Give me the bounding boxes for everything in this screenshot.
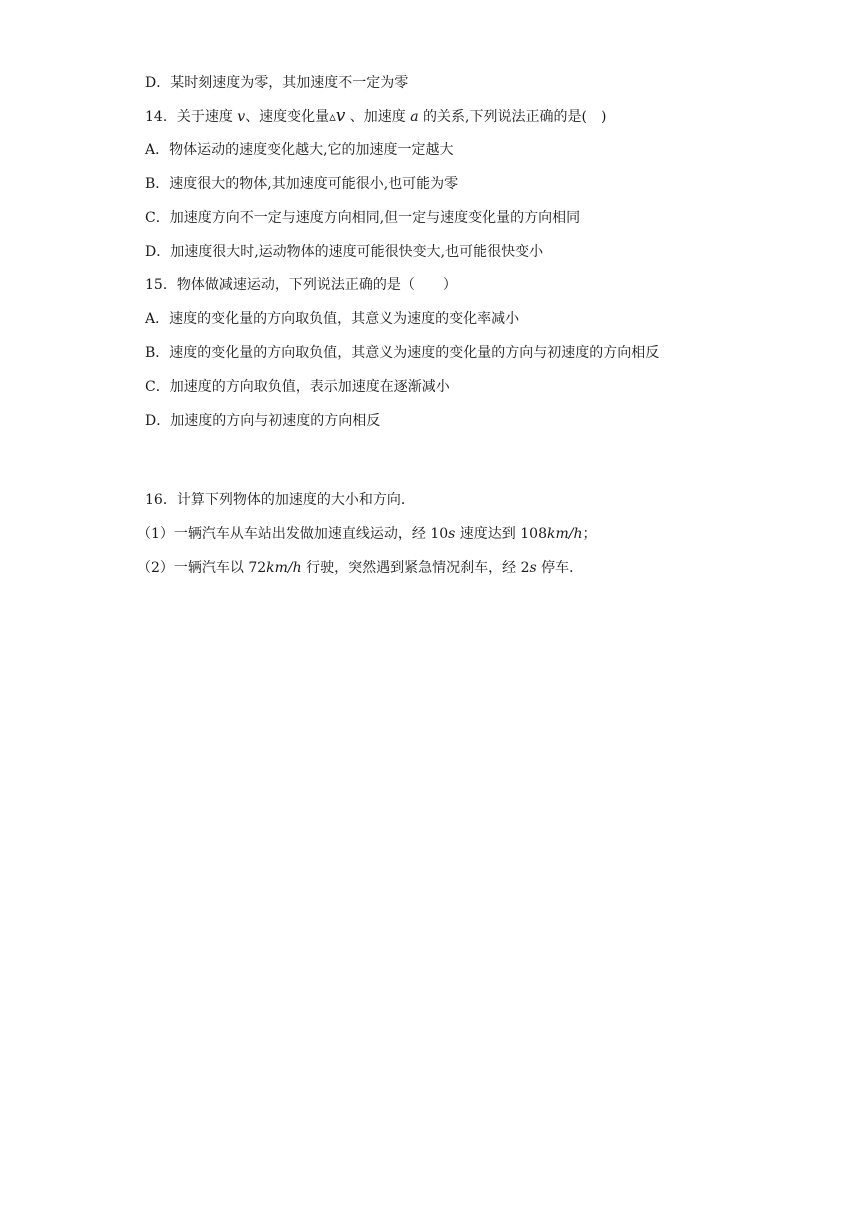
q14-stem-post: 的关系,下列说法正确的是( ) xyxy=(418,109,607,125)
q16-part-2 xyxy=(137,558,583,578)
q13-option-d: D．某时刻速度为零，其加速度不一定为零 xyxy=(145,75,409,91)
q16-p2-mid: 行驶，突然遇到紧急情况刹车，经 2 xyxy=(301,560,530,576)
q16-p1-post: ； xyxy=(582,526,597,542)
q14-option-a: A．物体运动的速度变化越大,它的加速度一定越大 xyxy=(145,142,454,158)
q14-var-a: a xyxy=(410,109,419,125)
q14-option-b: B．速度很大的物体,其加速度可能很小,也可能为零 xyxy=(145,176,459,192)
q14-stem xyxy=(145,106,606,128)
q14-stem-mid2: 、加速度 xyxy=(345,109,411,125)
q15-stem: 15．物体做减速运动，下列说法正确的是（ ） xyxy=(145,277,457,293)
q16-part-1 xyxy=(137,524,596,544)
q16-p2-pre: （2）一辆汽车以 72 xyxy=(137,560,267,576)
q16-stem: 16．计算下列物体的加速度的大小和方向． xyxy=(145,492,415,508)
q16-p1-mid: 速度达到 108 xyxy=(455,526,547,542)
q14-option-d: D．加速度很大时,运动物体的速度可能很快变大,也可能很快变小 xyxy=(145,244,544,260)
q15-option-d: D．加速度的方向与初速度的方向相反 xyxy=(145,413,381,429)
q16-p2-s: s xyxy=(529,560,537,576)
q16-p1-pre: （1）一辆汽车从车站出发做加速直线运动，经 10 xyxy=(137,526,449,542)
q14-stem-pre: 14．关于速度 xyxy=(145,109,238,125)
q16-p1-s: s xyxy=(448,526,456,542)
q14-stem-mid1: 、速度变化量 xyxy=(245,109,330,125)
q16-p1-unit: km/h xyxy=(546,526,583,542)
q14-option-c: C．加速度方向不一定与速度方向相同,但一定与速度变化量的方向相同 xyxy=(145,210,581,226)
q14-var-v2: v xyxy=(335,106,346,126)
delta-symbol: ▵ xyxy=(329,110,336,125)
q15-option-a: A．速度的变化量的方向取负值，其意义为速度的变化率减小 xyxy=(145,311,520,327)
q15-option-b: B．速度的变化量的方向取负值，其意义为速度的变化量的方向与初速度的方向相反 xyxy=(145,345,660,361)
q16-p2-unit: km/h xyxy=(266,560,302,576)
q15-option-c: C．加速度的方向取负值，表示加速度在逐渐减小 xyxy=(145,379,450,395)
q14-var-v: v xyxy=(237,109,246,125)
q16-p2-post: 停车． xyxy=(536,560,584,576)
